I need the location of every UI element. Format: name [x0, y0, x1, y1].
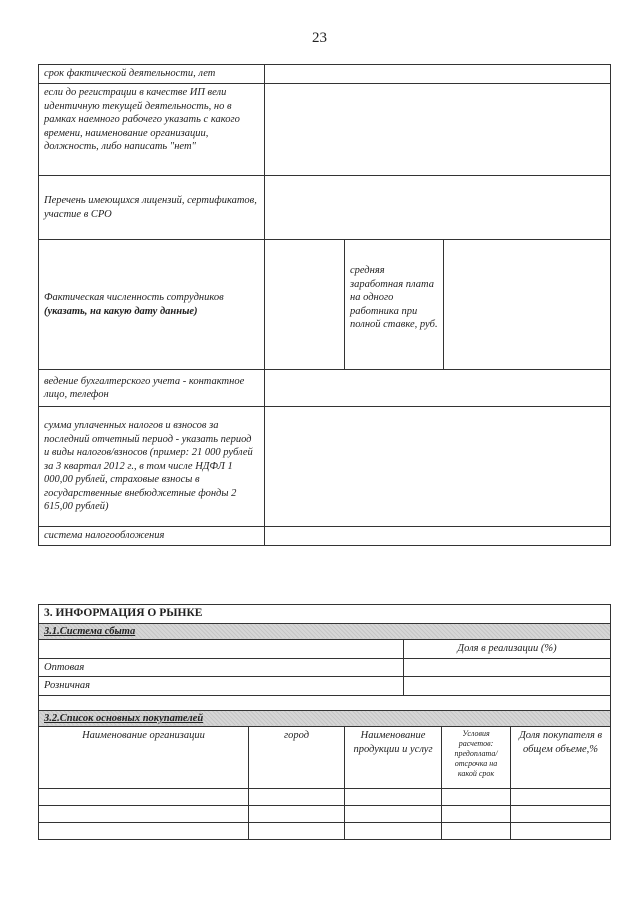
wholesale-share-value[interactable] — [404, 658, 611, 677]
buyer-cell[interactable] — [345, 789, 442, 806]
sales-channel-wholesale: Оптовая — [39, 658, 404, 677]
buyer-cell[interactable] — [345, 823, 442, 840]
buyer-cell[interactable] — [39, 806, 249, 823]
label-staff-count — [39, 240, 265, 370]
label-previous-employment: если до регистрации в качестве ИП вели идентичную текущей деятельность, но в рамках наемного рабочего указать с какого времени, наименование организации, должность, либо написать "нет" — [39, 84, 265, 176]
market-info-table — [38, 604, 611, 840]
buyer-cell[interactable] — [442, 823, 511, 840]
col-header-city: город — [249, 727, 345, 789]
subsection-3-1-title: 3.1.Система сбыта — [39, 623, 611, 640]
value-staff-count[interactable] — [265, 240, 345, 370]
sales-channel-header-empty — [39, 640, 404, 659]
company-info-table — [38, 64, 611, 546]
buyer-cell[interactable] — [345, 806, 442, 823]
col-header-payment-terms: Условия расчетов: предоплата/ отсрочка на какой срок — [442, 727, 511, 789]
subsection-3-2-title: 3.2.Список основных покупателей — [39, 710, 611, 727]
page-number: 23 — [312, 30, 327, 46]
section-3-title: 3. ИНФОРМАЦИЯ О РЫНКЕ — [39, 605, 611, 624]
buyer-cell[interactable] — [442, 789, 511, 806]
value-accounting[interactable] — [265, 370, 611, 407]
buyer-cell[interactable] — [249, 806, 345, 823]
buyer-cell[interactable] — [511, 823, 611, 840]
buyers-table-row — [39, 806, 611, 823]
buyers-table-row — [39, 789, 611, 806]
label-licenses: Перечень имеющихся лицензий, сертификатов, участие в СРО — [39, 176, 265, 240]
staff-count-date-note: (указать, на какую дату данные) — [44, 305, 198, 317]
retail-share-value[interactable] — [404, 677, 611, 696]
value-average-salary[interactable] — [444, 240, 611, 370]
buyer-cell[interactable] — [511, 789, 611, 806]
label-activity-years: срок фактической деятельности, лет — [39, 65, 265, 84]
value-licenses[interactable] — [265, 176, 611, 240]
buyer-cell[interactable] — [249, 789, 345, 806]
spacer-row — [39, 695, 611, 710]
value-activity-years[interactable] — [265, 65, 611, 84]
buyer-cell[interactable] — [511, 806, 611, 823]
buyers-table-row — [39, 823, 611, 840]
sales-share-header: Доля в реализации (%) — [404, 640, 611, 659]
col-header-buyer-share: Доля покупателя в общем объеме,% — [511, 727, 611, 789]
label-tax-system: система налогообложения — [39, 527, 265, 546]
label-taxes-paid: сумма уплаченных налогов и взносов за последний отчетный период - указать период и виды налогов/взносов (пример: 21 000 рублей за 3 квартал 2012 г., в том числе НДФЛ 1 000,00 рублей, страховые взносы в государственные внебюджетные фонды 2 615,00 рублей) — [39, 407, 265, 527]
staff-count-text: Фактическая численность сотрудников — [44, 292, 224, 303]
sales-channel-retail: Розничная — [39, 677, 404, 696]
value-tax-system[interactable] — [265, 527, 611, 546]
col-header-products: Наименование продукции и услуг — [345, 727, 442, 789]
buyer-cell[interactable] — [442, 806, 511, 823]
value-taxes-paid[interactable] — [265, 407, 611, 527]
value-previous-employment[interactable] — [265, 84, 611, 176]
buyer-cell[interactable] — [39, 789, 249, 806]
label-accounting: ведение бухгалтерского учета - контактное лицо, телефон — [39, 370, 265, 407]
label-average-salary: средняя заработная плата на одного работника при полной ставке, руб. — [345, 240, 444, 370]
buyer-cell[interactable] — [39, 823, 249, 840]
col-header-organization: Наименование организации — [39, 727, 249, 789]
buyer-cell[interactable] — [249, 823, 345, 840]
